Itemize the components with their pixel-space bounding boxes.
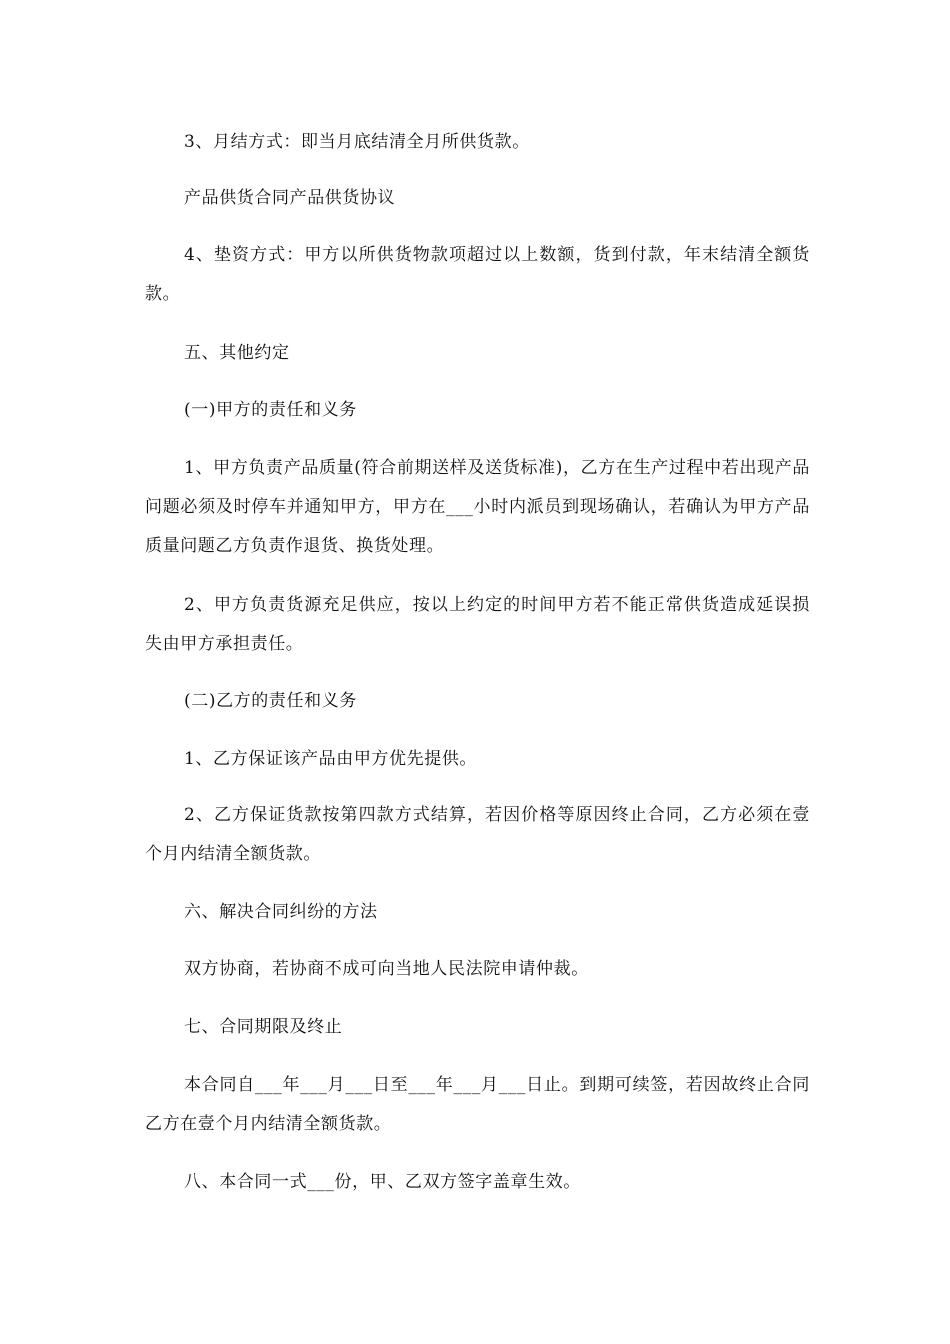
document-subtitle: 产品供货合同产品供货协议 [184,188,396,208]
section-copies-effect: 八、本合同一式___份，甲、乙双方签字盖章生效。 [184,1172,581,1192]
section-heading-term: 七、合同期限及终止 [184,1017,343,1037]
clause-party-b-priority: 1、乙方保证该产品由甲方优先提供。 [184,749,478,769]
clause-party-a-supply: 2、甲方负责货源充足供应，按以上约定的时间甲方若不能正常供货造成延误损失由甲方承担责任。 [145,595,810,654]
section-heading-other-terms: 五、其他约定 [184,343,290,363]
clause-party-a-quality: 1、甲方负责产品质量(符合前期送样及送货标准)，乙方在生产过程中若出现产品问题必须及时停车并通知甲方，甲方在___小时内派员到现场确认，若确认为甲方产品质量问题乙方负责作退货、换货处理。 [145,458,810,556]
clause-monthly-settlement: 3、月结方式：即当月底结清全月所供货款。 [184,132,530,152]
subsection-heading-party-a: (一)甲方的责任和义务 [184,400,357,420]
section-heading-disputes: 六、解决合同纠纷的方法 [184,902,378,922]
subsection-heading-party-b: (二)乙方的责任和义务 [184,691,357,711]
clause-contract-term: 本合同自___年___月___日至___年___月___日止。到期可续签，若因故终止合同乙方在壹个月内结清全额货款。 [145,1075,810,1134]
clause-dispute-resolution: 双方协商，若协商不成可向当地人民法院申请仲裁。 [184,959,589,979]
clause-advance-payment: 4、垫资方式：甲方以所供货物款项超过以上数额，货到付款，年末结清全额货款。 [145,245,810,304]
clause-party-b-payment: 2、乙方保证货款按第四款方式结算，若因价格等原因终止合同，乙方必须在壹个月内结清全额货款。 [145,805,810,864]
